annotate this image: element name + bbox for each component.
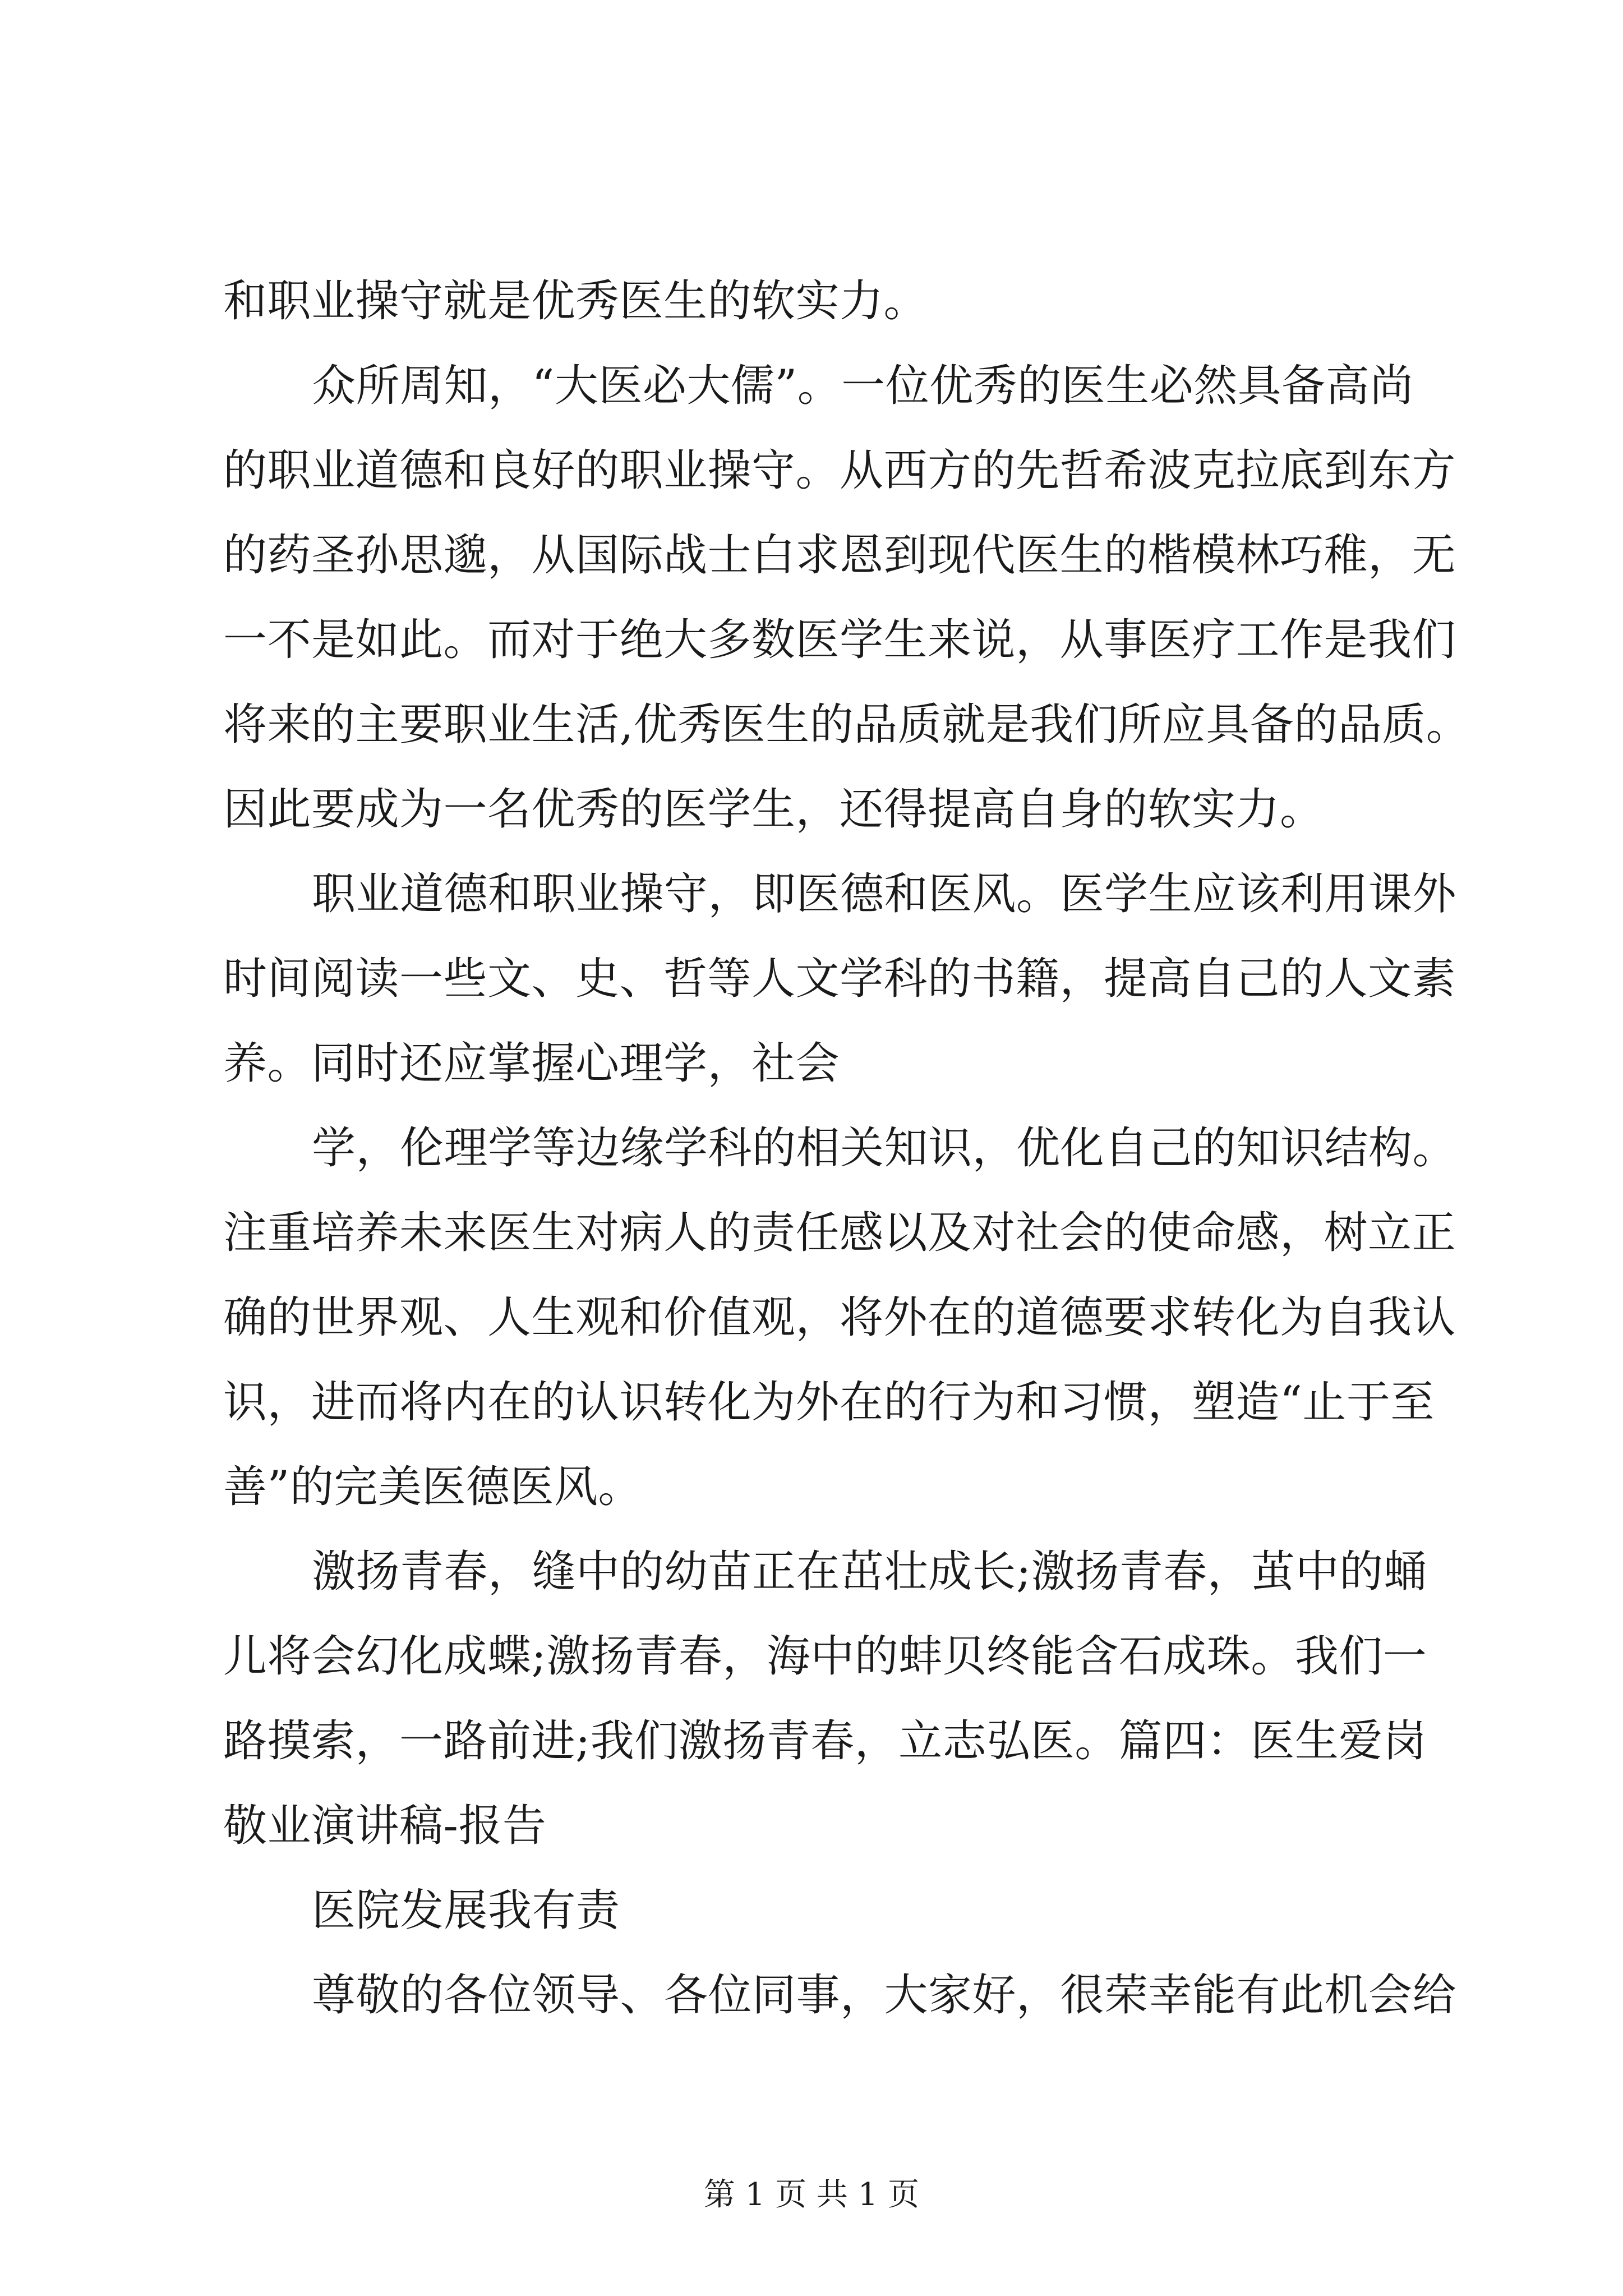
text-line-9: 时间阅读一些文、史、哲等人文学科的书籍，提高自己的人文素 — [223, 954, 1456, 1004]
text-line-20: 医院发展我有责 — [312, 1885, 620, 1936]
text-line-8: 职业道德和职业操守，即医德和医风。医学生应该利用课外 — [312, 869, 1457, 919]
text-line-11: 学，伦理学等边缘学科的相关知识，优化自己的知识结构。 — [312, 1123, 1457, 1174]
text-line-5: 一不是如此。而对于绝大多数医学生来说，从事医疗工作是我们 — [223, 615, 1456, 665]
text-line-14: 识，进而将内在的认识转化为外在的行为和习惯，塑造“止于至 — [223, 1377, 1435, 1428]
text-line-10: 养。同时还应掌握心理学，社会 — [223, 1038, 840, 1089]
text-line-21: 尊敬的各位领导、各位同事，大家好，很荣幸能有此机会给 — [312, 1970, 1457, 2021]
text-line-18: 路摸索，一路前进;我们激扬青春，立志弘医。篇四：医生爱岗 — [223, 1716, 1427, 1766]
text-line-6: 将来的主要职业生活,优秀医生的品质就是我们所应具备的品质。 — [223, 700, 1470, 750]
text-line-7: 因此要成为一名优秀的医学生，还得提高自身的软实力。 — [223, 784, 1324, 835]
text-line-4: 的药圣孙思邈，从国际战士白求恩到现代医生的楷模林巧稚，无 — [223, 530, 1456, 581]
text-line-15: 善”的完美医德医风。 — [223, 1462, 642, 1512]
text-line-13: 确的世界观、人生观和价值观，将外在的道德要求转化为自我认 — [223, 1292, 1456, 1343]
text-line-2: 众所周知，“大医必大儒”。一位优秀的医生必然具备高尚 — [312, 361, 1414, 411]
text-line-1: 和职业操守就是优秀医生的软实力。 — [223, 276, 928, 326]
text-line-3: 的职业道德和良好的职业操守。从西方的先哲希波克拉底到东方 — [223, 445, 1456, 496]
text-line-16: 激扬青春，缝中的幼苗正在茁壮成长;激扬青春，茧中的蛹 — [312, 1547, 1428, 1597]
text-line-12: 注重培养未来医生对病人的责任感以及对社会的使命感，树立正 — [223, 1208, 1456, 1258]
text-line-17: 儿将会幻化成蝶;激扬青春，海中的蚌贝终能含石成珠。我们一 — [223, 1631, 1427, 1682]
page-number-label: 第 1 页 共 1 页 — [703, 2177, 920, 2213]
page-footer — [0, 2175, 1623, 2215]
document-body — [223, 259, 1470, 2038]
text-line-19: 敬业演讲稿-报告 — [223, 1801, 547, 1851]
